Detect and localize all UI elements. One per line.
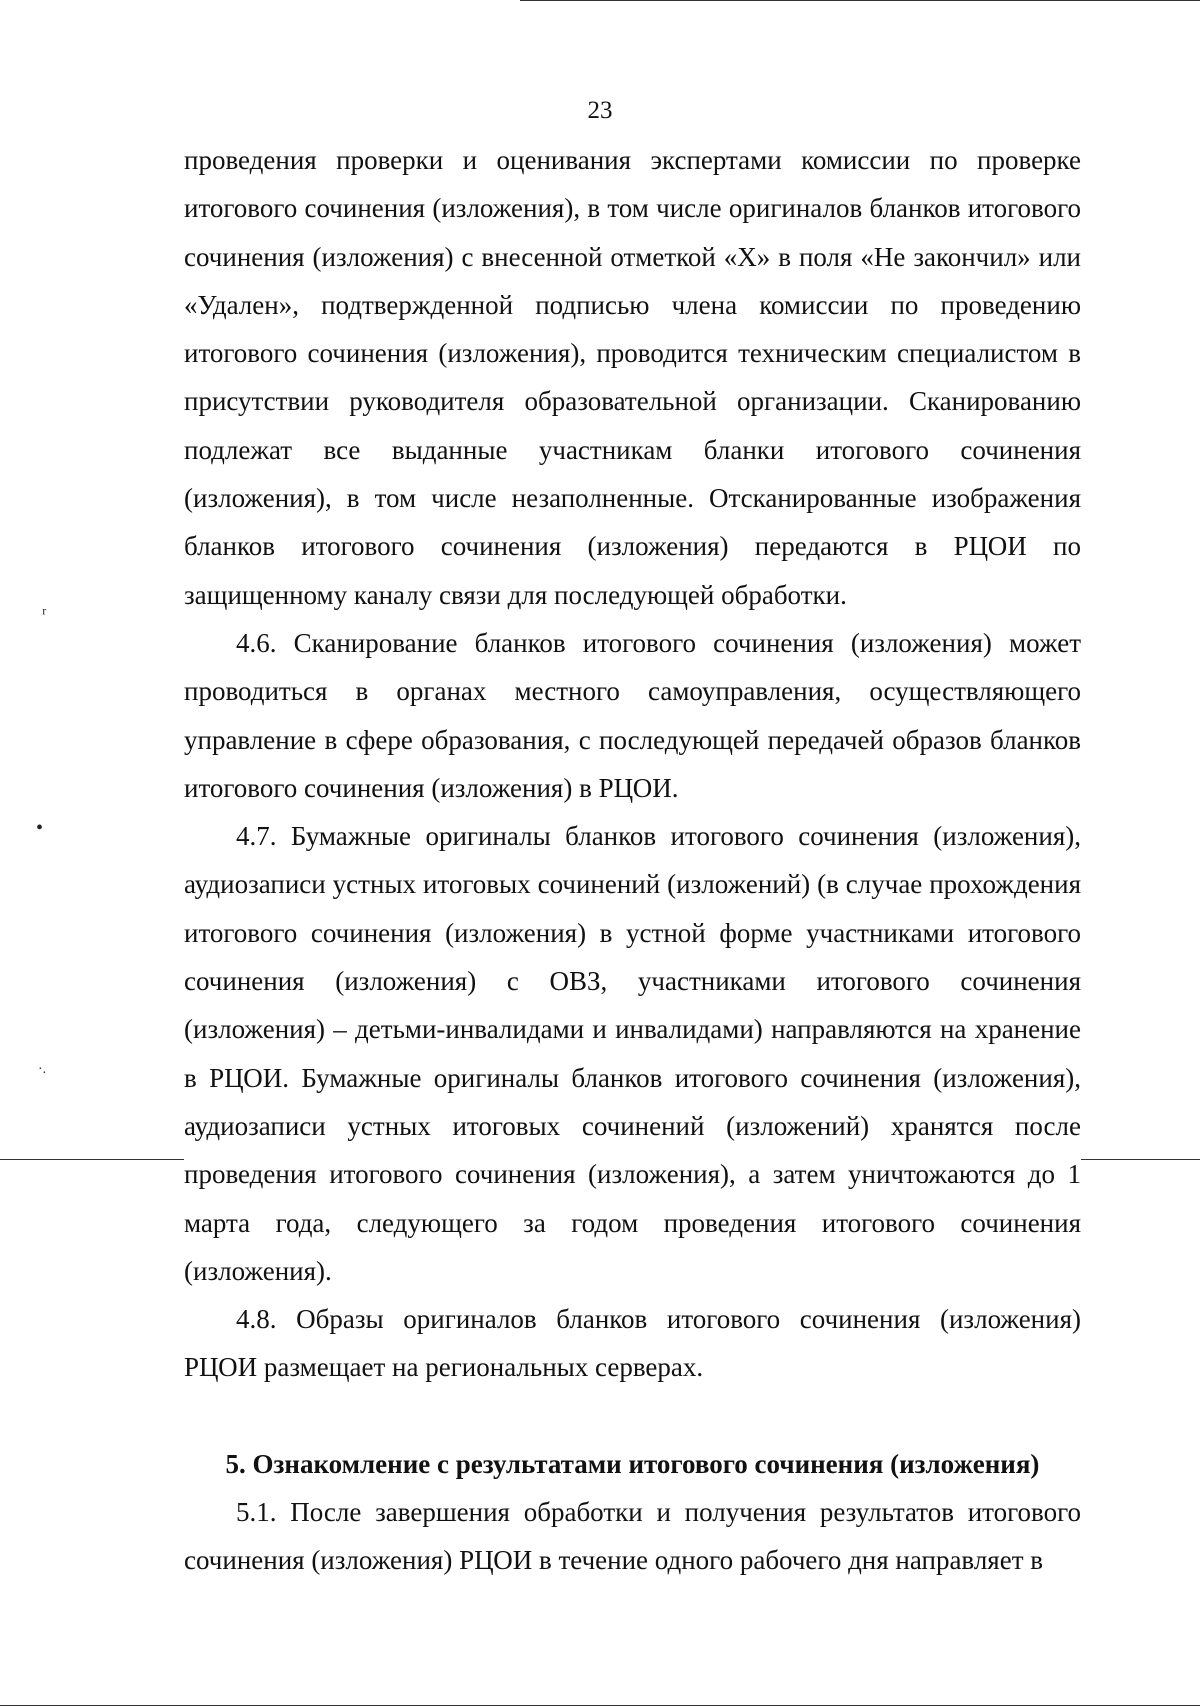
scan-mark: ʳ [42,603,47,625]
scan-mark: ·. [38,1062,47,1077]
scan-middle-line-right [1081,1159,1200,1160]
scan-top-line [520,0,1200,1]
paragraph-4-8: 4.8. Образы оригиналов бланков итогового сочинения (изложения) РЦОИ размещает на региональных серверах. [184,1304,1081,1383]
paragraph-4-6: 4.6. Сканирование бланков итогового сочинения (изложения) может проводиться в органах местного самоуправления, осуществляющего управление в сфере образования, с последующей передачей образов бланков итогового сочинения (изложения) в РЦОИ. [184,627,1081,803]
section-heading: 5. Ознакомление с результатами итогового сочинения (изложения) [225,1448,1040,1479]
document-body [184,136,1081,1585]
scan-mark: • [36,817,44,839]
scan-middle-line-left [0,1159,184,1160]
paragraph-4-7: 4.7. Бумажные оригиналы бланков итогового сочинения (изложения), аудиозаписи устных итоговых сочинений (изложений) (в случае прохождения итогового сочинения (изложения) в устной форме участниками итогового сочинения (изложения) с ОВЗ, участниками итогового сочинения (изложения) – детьми-инвалидами и инвалидами) направляются на хранение в РЦОИ. Бумажные оригиналы бланков итогового сочинения (изложения), аудиозаписи устных итоговых сочинений (изложений) хранятся после проведения итогового сочинения (изложения), а затем уничтожаются до 1 марта года, следующего за годом проведения итогового сочинения (изложения). [184,821,1081,1286]
paragraph-5-1: 5.1. После завершения обработки и получения результатов итогового сочинения (изложения) РЦОИ в течение одного рабочего дня направляет в [184,1497,1081,1576]
paragraph-continuation: проведения проверки и оценивания экспертами комиссии по проверке итогового сочинения (изложения), в том числе оригиналов бланков итогового сочинения (изложения) с внесенной отметкой «X» в поля «Не закончил» или «Удален», подтвержденной подписью члена комиссии по проведению итогового сочинения (изложения), проводится техническим специалистом в присутствии руководителя образовательной организации. Сканированию подлежат все выданные участникам бланки итогового сочинения (изложения), в том числе незаполненные. Отсканированные изображения бланков итогового сочинения (изложения) передаются в РЦОИ по защищенному каналу связи для последующей обработки. [184,145,1081,610]
page-number: 23 [587,97,613,124]
scan-bottom-line [0,1705,1200,1706]
